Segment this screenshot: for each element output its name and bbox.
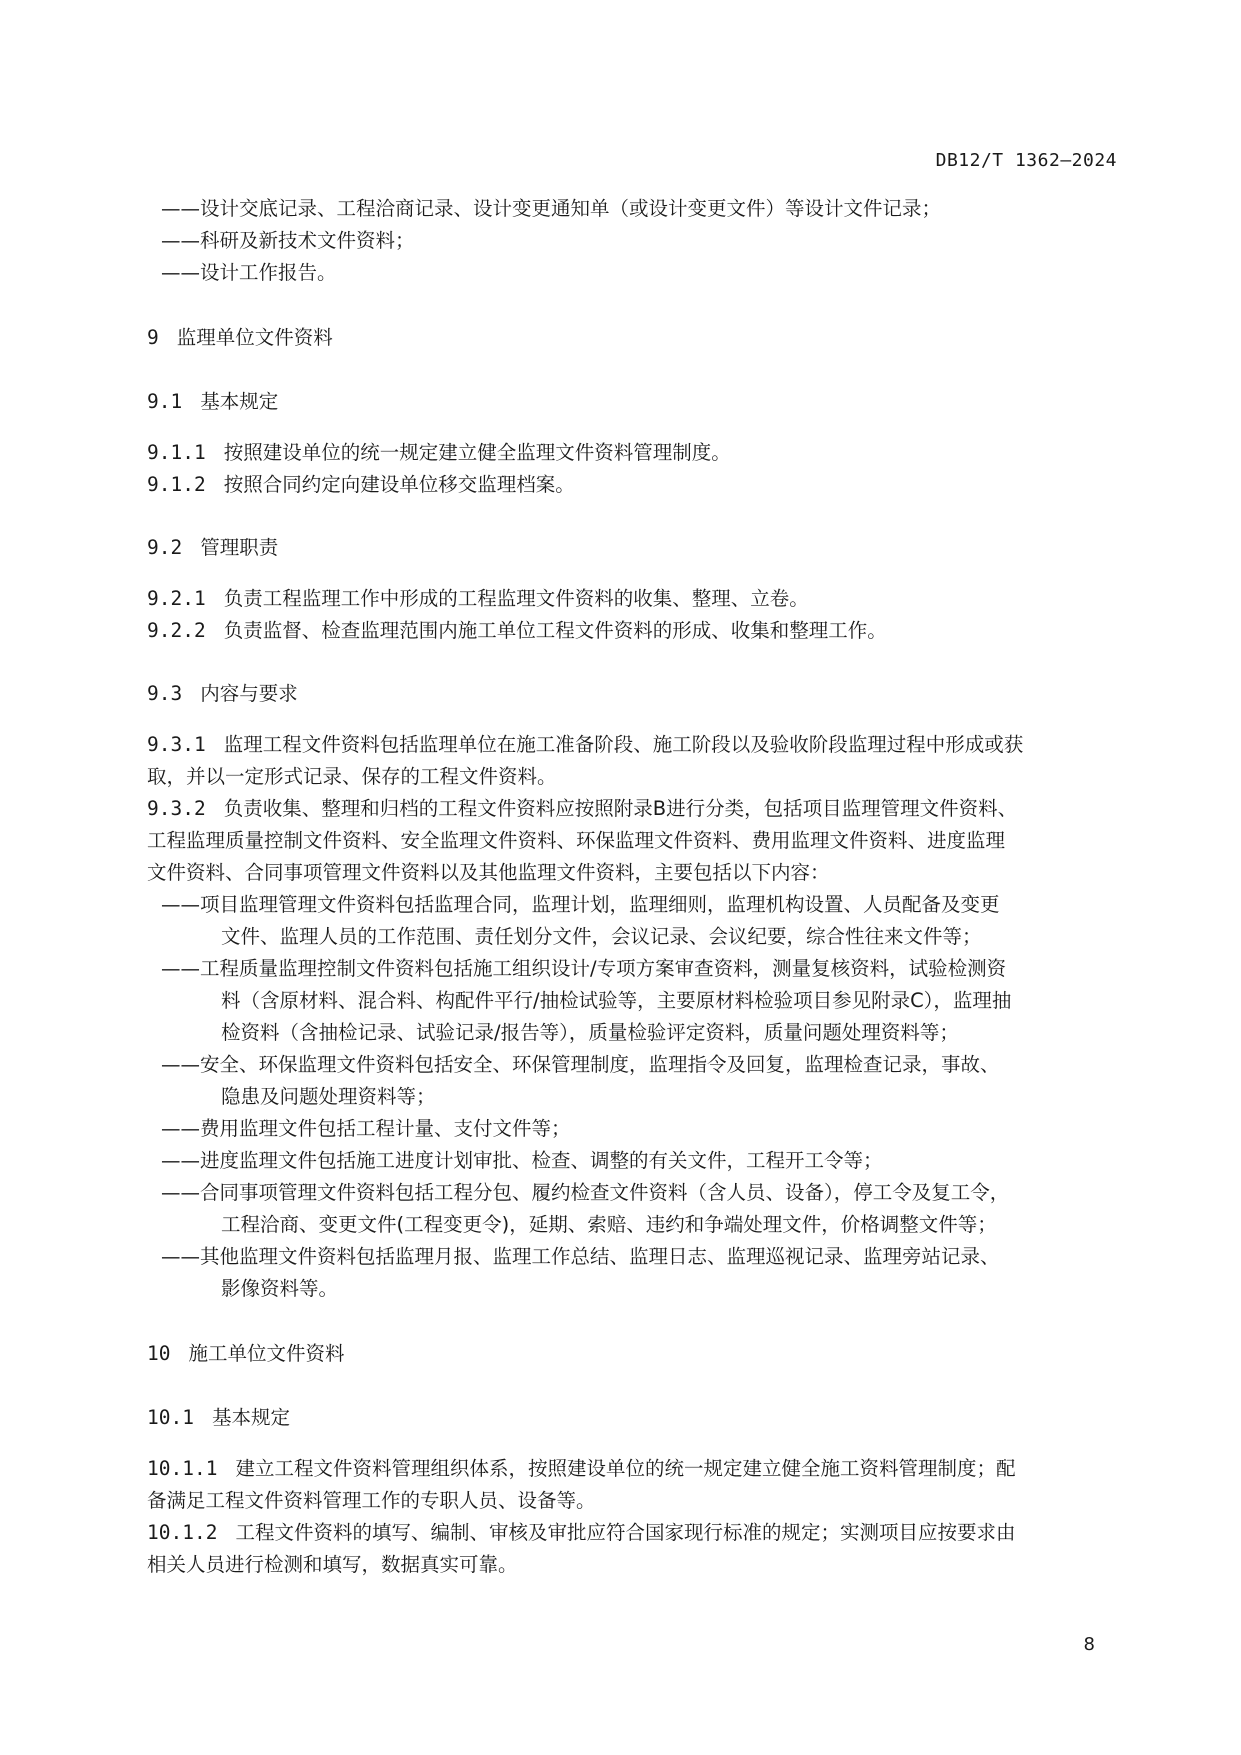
clause-text-continued: 文件资料、合同事项管理文件资料以及其他监理文件资料，主要包括以下内容： (147, 861, 830, 884)
clause-text-continued: 备满足工程文件资料管理工作的专职人员、设备等。 (147, 1489, 596, 1512)
clause-text: 负责监督、检查监理范围内施工单位工程文件资料的形成、收集和整理工作。 (223, 619, 887, 642)
list-item-continued: 隐患及问题处理资料等； (221, 1085, 436, 1108)
clause-text: 负责工程监理工作中形成的工程监理文件资料的收集、整理、立卷。 (223, 587, 809, 610)
clause-number: 9.2.2 (147, 619, 206, 642)
chapter-title: 监理单位文件资料 (176, 326, 333, 349)
section-heading-9-1 (147, 385, 1117, 419)
clause-9-3-2 (147, 793, 1117, 825)
list-item: ——合同事项管理文件资料包括工程分包、履约检查文件资料（含人员、设备），停工令及复工令， (161, 1181, 1010, 1204)
section-title: 管理职责 (200, 536, 279, 559)
list-item-continued: 影像资料等。 (221, 1277, 339, 1300)
chapter-heading-10 (147, 1337, 1117, 1371)
clause-9-3-1 (147, 729, 1117, 761)
section-heading-9-2 (147, 531, 1117, 565)
clause-number: 9.1.1 (147, 441, 206, 464)
clause-9-1-2 (147, 469, 1117, 501)
list-item-continued: 料（含原材料、混合料、构配件平行/抽检试验等，主要原材料检验项目参见附录C），监理抽 (221, 989, 1012, 1012)
section-title: 基本规定 (200, 390, 279, 413)
clause-9-2-1 (147, 583, 1117, 615)
section-title: 内容与要求 (200, 682, 298, 705)
list-item: ——设计交底记录、工程洽商记录、设计变更通知单（或设计变更文件）等设计文件记录； (161, 197, 942, 220)
clause-text: 监理工程文件资料包括监理单位在施工准备阶段、施工阶段以及验收阶段监理过程中形成或获 (223, 733, 1024, 756)
clause-text-continued: 取，并以一定形式记录、保存的工程文件资料。 (147, 765, 557, 788)
clause-text: 按照合同约定向建设单位移交监理档案。 (223, 473, 575, 496)
section-title: 基本规定 (211, 1406, 290, 1429)
chapter-number: 10 (147, 1342, 171, 1365)
list-item-continued: 检资料（含抽检记录、试验记录/报告等），质量检验评定资料，质量问题处理资料等； (221, 1021, 959, 1044)
list-item: ——项目监理管理文件资料包括监理合同，监理计划，监理细则，监理机构设置、人员配备及变更 (161, 893, 1000, 916)
clause-text: 工程文件资料的填写、编制、审核及审批应符合国家现行标准的规定；实测项目应按要求由 (235, 1521, 1016, 1544)
chapter-title: 施工单位文件资料 (188, 1342, 345, 1365)
clause-text: 负责收集、整理和归档的工程文件资料应按照附录B进行分类，包括项目监理管理文件资料、 (223, 797, 1018, 820)
clause-text: 建立工程文件资料管理组织体系，按照建设单位的统一规定建立健全施工资料管理制度；配 (235, 1457, 1016, 1480)
chapter-number: 9 (147, 326, 159, 349)
list-item: ——安全、环保监理文件资料包括安全、环保管理制度，监理指令及回复，监理检查记录，事故、 (161, 1053, 1000, 1076)
section-number: 9.3 (147, 682, 183, 705)
clause-9-1-1 (147, 437, 1117, 469)
clause-number: 9.1.2 (147, 473, 206, 496)
standard-code: DB12/T 1362—2024 (935, 150, 1117, 171)
section-number: 9.2 (147, 536, 183, 559)
list-item: ——费用监理文件包括工程计量、支付文件等； (161, 1117, 571, 1140)
clause-number: 10.1.2 (147, 1521, 218, 1544)
clause-number: 9.2.1 (147, 587, 206, 610)
section-number: 10.1 (147, 1406, 194, 1429)
list-item: ——其他监理文件资料包括监理月报、监理工作总结、监理日志、监理巡视记录、监理旁站记录、 (161, 1245, 1000, 1268)
page-number: 8 (1083, 1634, 1095, 1655)
clause-number: 9.3.2 (147, 797, 206, 820)
clause-text: 按照建设单位的统一规定建立健全监理文件资料管理制度。 (223, 441, 731, 464)
chapter-heading-9 (147, 321, 1117, 355)
clause-9-2-2 (147, 615, 1117, 647)
section-heading-10-1 (147, 1401, 1117, 1435)
clause-10-1-1 (147, 1453, 1117, 1485)
page-content (147, 193, 1117, 1581)
list-item: ——工程质量监理控制文件资料包括施工组织设计/专项方案审查资料，测量复核资料，试验检测资 (161, 957, 1007, 980)
list-item: ——进度监理文件包括施工进度计划审批、检查、调整的有关文件，工程开工令等； (161, 1149, 883, 1172)
clause-text-continued: 工程监理质量控制文件资料、安全监理文件资料、环保监理文件资料、费用监理文件资料、进度监理 (147, 829, 1006, 852)
section-number: 9.1 (147, 390, 183, 413)
list-item: ——设计工作报告。 (161, 261, 337, 284)
list-item-continued: 工程洽商、变更文件(工程变更令)，延期、索赔、违约和争端处理文件，价格调整文件等； (221, 1213, 997, 1236)
clause-10-1-2 (147, 1517, 1117, 1549)
section-heading-9-3 (147, 677, 1117, 711)
list-item: ——科研及新技术文件资料； (161, 229, 415, 252)
clause-text-continued: 相关人员进行检测和填写，数据真实可靠。 (147, 1553, 518, 1576)
list-item-continued: 文件、监理人员的工作范围、责任划分文件，会议记录、会议纪要，综合性往来文件等； (221, 925, 982, 948)
clause-number: 9.3.1 (147, 733, 206, 756)
clause-number: 10.1.1 (147, 1457, 218, 1480)
